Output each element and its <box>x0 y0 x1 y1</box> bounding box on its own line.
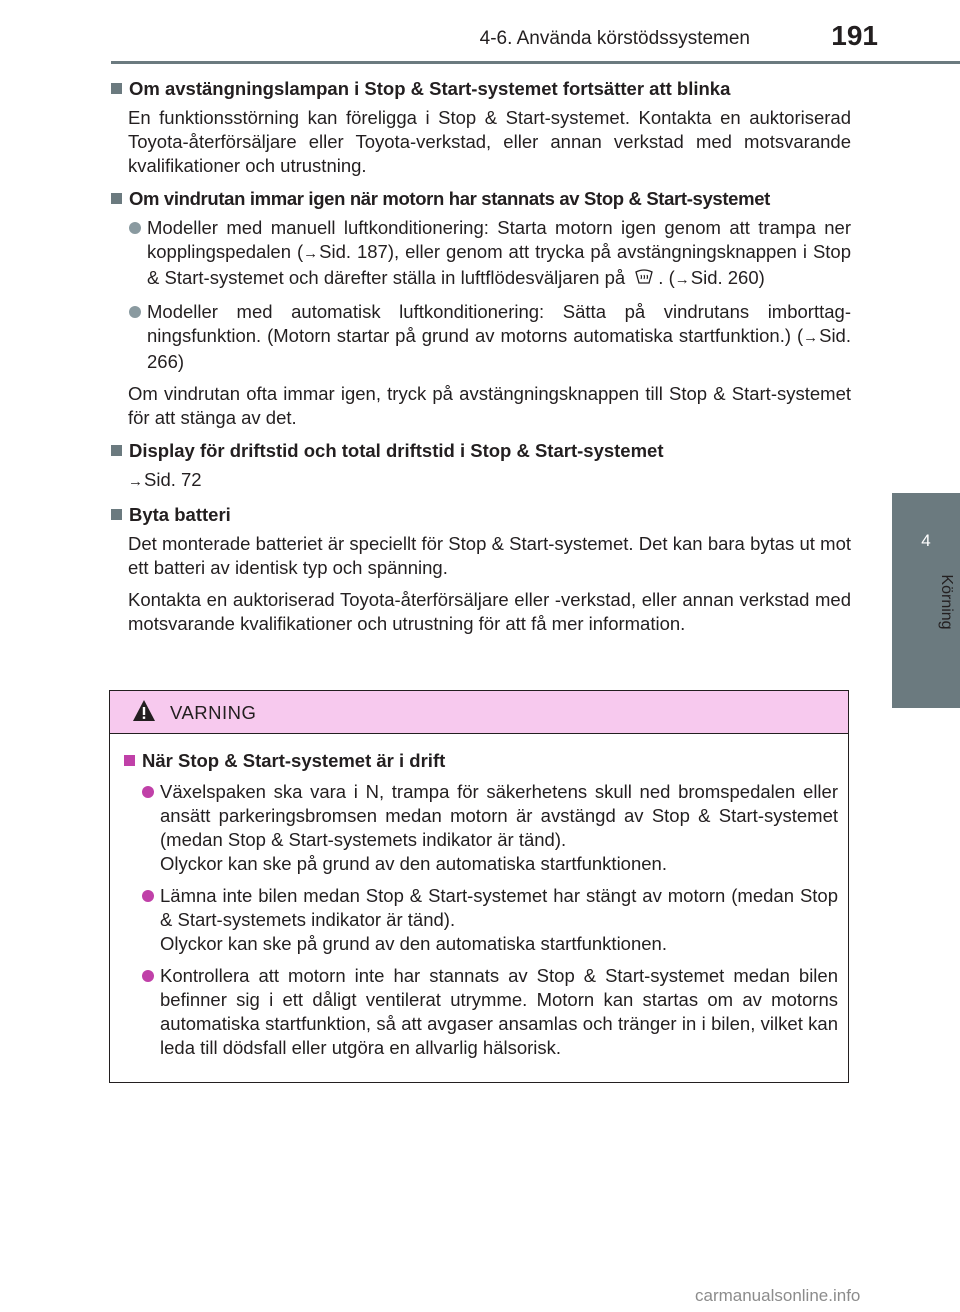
square-bullet-icon <box>111 193 122 204</box>
round-bullet-icon <box>142 890 154 902</box>
warning-label: VARNING <box>170 702 257 723</box>
section-title: Om avstängningslampan i Stop & Start-systemet fortsätter att blinka <box>111 76 851 102</box>
square-bullet-icon <box>111 509 122 520</box>
warning-body <box>110 734 848 1060</box>
warning-header <box>110 691 848 734</box>
windshield-defrost-icon <box>634 268 654 286</box>
warning-triangle-icon <box>132 699 156 723</box>
round-bullet-icon <box>142 970 154 982</box>
warning-item: Växelspaken ska vara i N, trampa för säkerhetens skull ned bromspedalen eller ansätt parkeringsbromsen medan motorn är avstängd av Stop & Start-systemet (medan Stop & Start-systemets indikator är tänd). Olyckor kan ske på grund av den automatiska startfunktionen. <box>141 780 838 876</box>
square-bullet-icon <box>124 755 135 766</box>
warning-item: Lämna inte bilen medan Stop & Start-systemet har stängt av motorn (medan Stop & Start-systemets indikator är tänd). Olyckor kan ske på grund av den automatiska startfunktionen. <box>141 884 838 956</box>
section-title: Om vindrutan immar igen när motorn har stannats av Stop & Start-systemet <box>111 186 851 212</box>
square-bullet-icon <box>111 445 122 456</box>
chapter-label: Körning <box>938 574 955 630</box>
round-bullet-icon <box>129 222 141 234</box>
warning-box <box>109 690 849 1083</box>
header-rule <box>111 61 960 64</box>
page-number: 191 <box>831 20 878 51</box>
watermark: carmanualsonline.info <box>695 1286 861 1305</box>
round-bullet-icon <box>142 786 154 798</box>
chapter-number: 4 <box>921 531 931 550</box>
arrow-right-icon: → <box>128 473 143 490</box>
arrow-right-icon: → <box>303 245 319 262</box>
page-reference-link[interactable]: Sid. 266 <box>147 325 851 372</box>
paragraph: Det monterade batteriet är speciellt för Stop & Start-systemet. Det kan bara bytas ut mot ett batteri av identisk typ och spänning. <box>128 533 851 578</box>
warning-title: När Stop & Start-systemet är i drift <box>124 748 838 774</box>
list-item: Modeller med automatisk luftkonditionering: Sätta på vindrutans imborttagningsfunktion. (Motorn startar på grund av motorns automatiska startfunktion.) (→Sid. 266) <box>128 300 851 374</box>
warning-item: Kontrollera att motorn inte har stannats av Stop & Start-systemet medan bilen befinner sig i ett dåligt ventilerat utrymme. Motorn kan startas om av motorns automatiska startfunktion, så att avgaser ansamlas och tränger in i bilen, vilket kan leda till dödsfall eller utgöra en allvarlig hälsorisk. <box>141 964 838 1060</box>
arrow-right-icon: → <box>674 271 690 288</box>
section-header: 4-6. Använda körstödssystemen <box>479 28 750 49</box>
section-title: Display för driftstid och total driftstid i Stop & Start-systemet <box>111 438 851 464</box>
paragraph: Om vindrutan ofta immar igen, tryck på avstängningsknappen till Stop & Start-systemet för att stänga av det. <box>128 383 851 428</box>
page-reference-link[interactable]: Sid. 260 <box>690 267 759 288</box>
square-bullet-icon <box>111 83 122 94</box>
list-item: Modeller med manuell luftkonditionering: Starta motorn igen genom att trampa ner kopplingspedalen (→Sid. 187), eller genom att trycka på avstängningsknappen i Stop & Start-systemet och därefter ställa in luftflödesväljaren på . (→Sid. 260) <box>128 216 851 292</box>
paragraph: Kontakta en auktoriserad Toyota-återförsäljare eller -verkstad, eller annan verkstad med motsvarande kvalifikationer och utrustning för att få mer information. <box>128 589 851 634</box>
arrow-right-icon: → <box>803 329 819 346</box>
section-title: Byta batteri <box>111 502 851 528</box>
round-bullet-icon <box>129 306 141 318</box>
main-content <box>111 76 851 644</box>
paragraph <box>128 468 851 494</box>
page-reference-link[interactable]: Sid. 72 <box>144 469 202 490</box>
page-reference-link[interactable]: Sid. 187 <box>319 241 388 262</box>
paragraph: En funktionsstörning kan föreligga i Stop & Start-systemet. Kontakta en auktoriserad Toyota-återförsäljare eller Toyota-verkstad, eller annan verkstad med motsvarande kvalifikationer och utrustning. <box>128 107 851 176</box>
